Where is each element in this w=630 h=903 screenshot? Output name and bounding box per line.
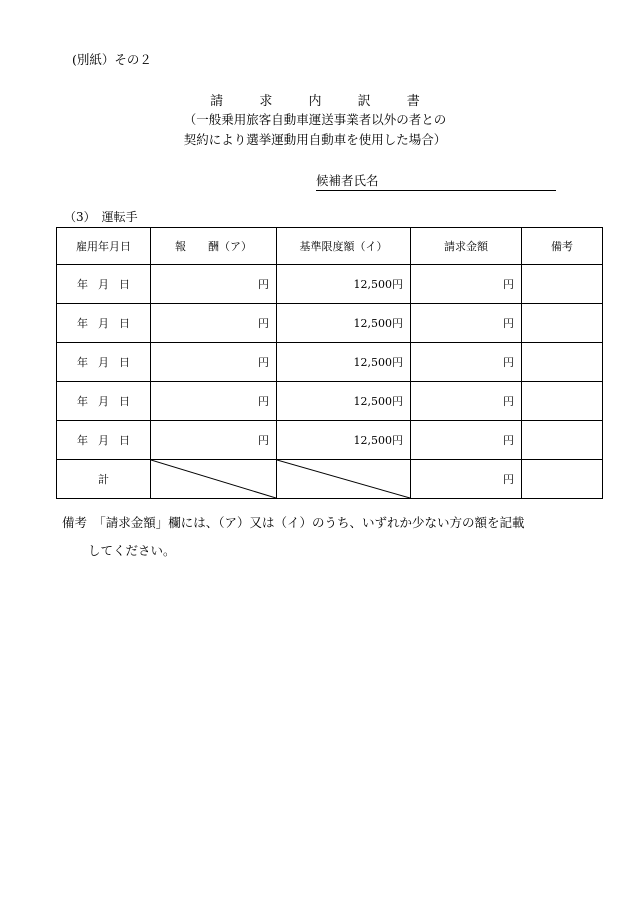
month-label: 月 — [98, 434, 109, 447]
month-label: 月 — [98, 356, 109, 369]
table-row — [57, 382, 603, 421]
header-claim: 請求金額 — [411, 228, 522, 265]
limit-cell: 12,500円 — [277, 304, 411, 343]
reward-cell[interactable]: 円 — [151, 265, 277, 304]
note-cell[interactable] — [522, 265, 603, 304]
day-label: 日 — [119, 356, 130, 369]
date-cell[interactable] — [57, 265, 151, 304]
section-label: （3） 運転手 — [64, 210, 138, 224]
table-row — [57, 421, 603, 460]
total-note-cell[interactable] — [522, 460, 603, 499]
claim-cell[interactable]: 円 — [411, 382, 522, 421]
date-cell[interactable] — [57, 421, 151, 460]
day-label: 日 — [119, 317, 130, 330]
remark-line-1: 備考 「請求金額」欄には、（ア）又は（イ）のうち、いずれか少ない方の額を記載 — [62, 515, 525, 530]
subtitle-line-2: 契約により選挙運動用自動車を使用した場合） — [183, 132, 447, 147]
claim-breakdown-table — [56, 227, 603, 499]
reward-cell[interactable]: 円 — [151, 382, 277, 421]
header-reward: 報 酬（ア） — [151, 228, 277, 265]
total-reward-struck — [151, 460, 277, 499]
month-label: 月 — [98, 317, 109, 330]
reward-cell[interactable]: 円 — [151, 421, 277, 460]
claim-cell[interactable]: 円 — [411, 343, 522, 382]
title-char: 訳 — [357, 94, 371, 109]
date-cell[interactable] — [57, 382, 151, 421]
limit-cell: 12,500円 — [277, 265, 411, 304]
title-char: 求 — [259, 94, 273, 109]
day-label: 日 — [119, 395, 130, 408]
title-char: 書 — [406, 94, 420, 109]
candidate-name-label: 候補者氏名 — [316, 173, 379, 188]
candidate-name-field[interactable] — [316, 171, 556, 191]
year-label: 年 — [77, 356, 88, 369]
subtitle-line-1: （一般乗用旅客自動車運送事業者以外の者との — [183, 112, 447, 127]
day-label: 日 — [119, 278, 130, 291]
table-row — [57, 343, 603, 382]
header-note: 備考 — [522, 228, 603, 265]
diagonal-strike — [151, 460, 276, 498]
year-label: 年 — [77, 395, 88, 408]
limit-cell: 12,500円 — [277, 382, 411, 421]
limit-cell: 12,500円 — [277, 343, 411, 382]
total-claim-cell[interactable]: 円 — [411, 460, 522, 499]
reward-cell[interactable]: 円 — [151, 304, 277, 343]
year-label: 年 — [77, 317, 88, 330]
date-cell[interactable] — [57, 343, 151, 382]
claim-cell[interactable]: 円 — [411, 304, 522, 343]
claim-cell[interactable]: 円 — [411, 265, 522, 304]
year-label: 年 — [77, 434, 88, 447]
month-label: 月 — [98, 395, 109, 408]
header-limit: 基準限度額（イ） — [277, 228, 411, 265]
table-header-row — [57, 228, 603, 265]
date-cell[interactable] — [57, 304, 151, 343]
total-label: 計 — [57, 460, 151, 499]
reward-cell[interactable]: 円 — [151, 343, 277, 382]
month-label: 月 — [98, 278, 109, 291]
total-row — [57, 460, 603, 499]
note-cell[interactable] — [522, 304, 603, 343]
attachment-label: (別紙）その２ — [72, 52, 152, 67]
note-cell[interactable] — [522, 421, 603, 460]
claim-cell[interactable]: 円 — [411, 421, 522, 460]
day-label: 日 — [119, 434, 130, 447]
total-limit-struck — [277, 460, 411, 499]
document-title — [0, 90, 630, 109]
table-row — [57, 265, 603, 304]
note-cell[interactable] — [522, 382, 603, 421]
diagonal-strike — [277, 460, 410, 498]
title-char: 内 — [308, 94, 322, 109]
title-char: 請 — [210, 94, 224, 109]
table-row — [57, 304, 603, 343]
limit-cell: 12,500円 — [277, 421, 411, 460]
remark-line-2: してください。 — [88, 543, 176, 558]
note-cell[interactable] — [522, 343, 603, 382]
year-label: 年 — [77, 278, 88, 291]
header-date: 雇用年月日 — [57, 228, 151, 265]
